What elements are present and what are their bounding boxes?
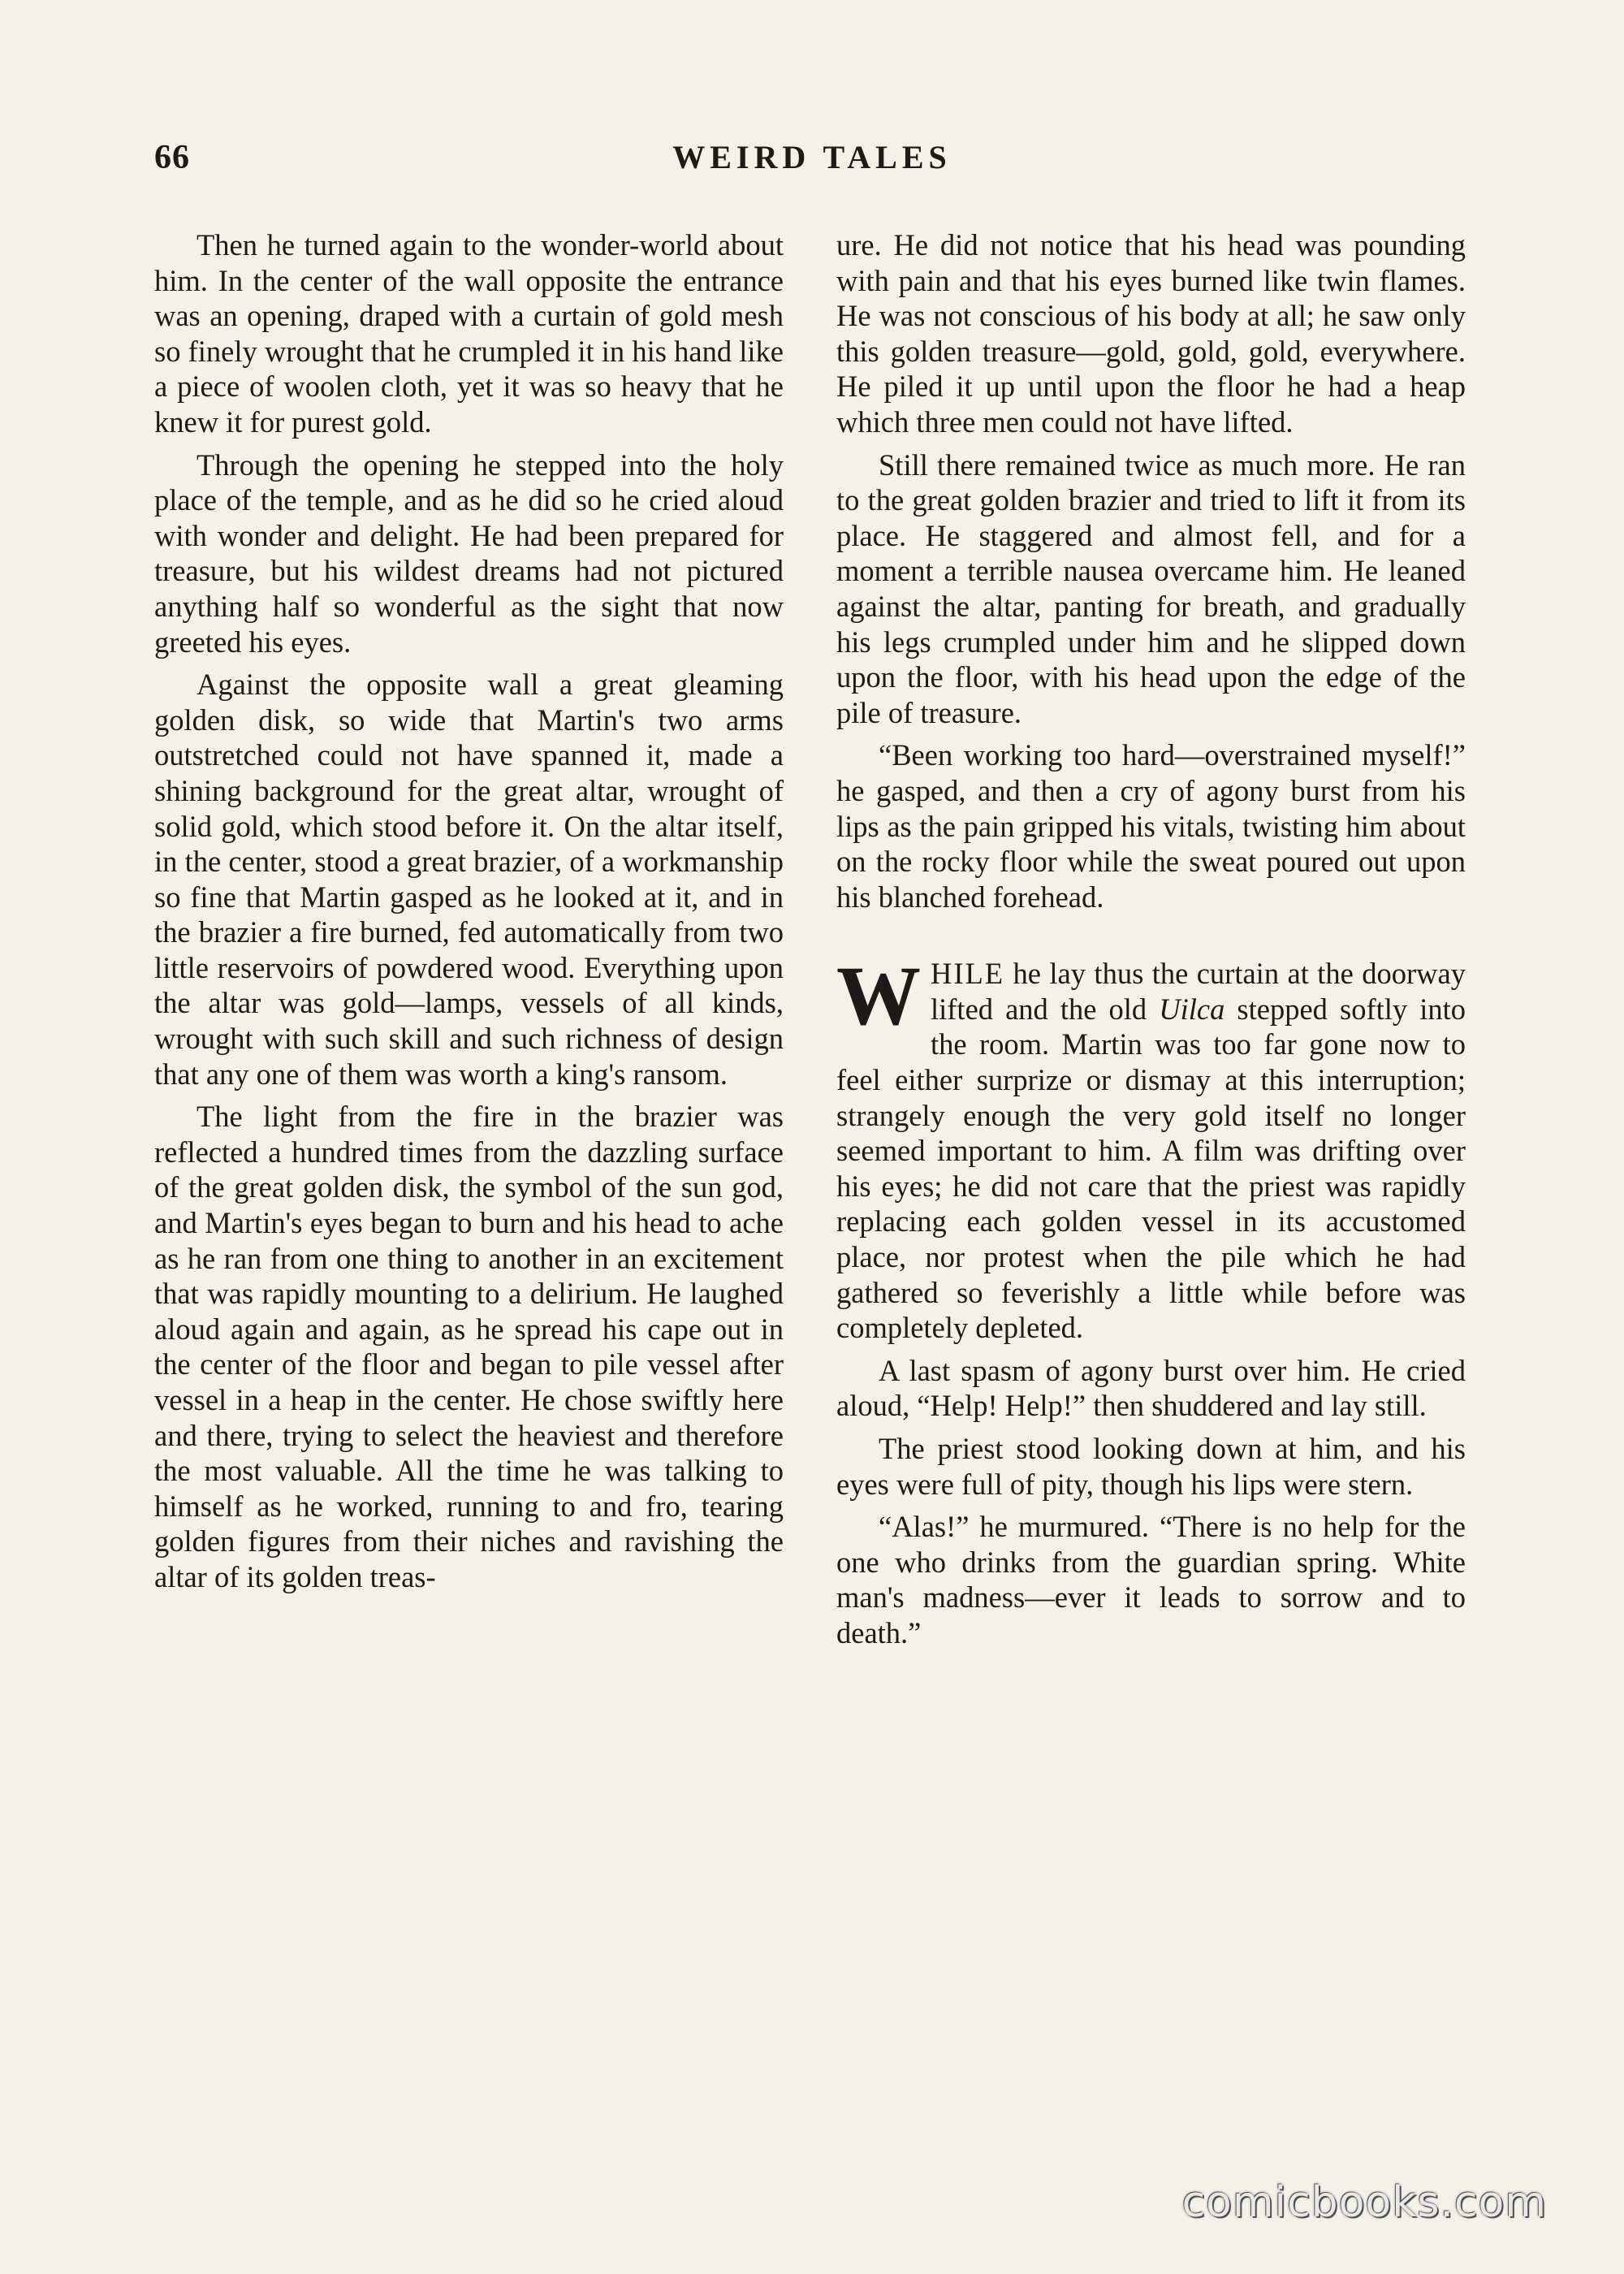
text-run: stepped softly into the room. Martin was too far gone now to feel either surprize or dismay at this interruption; strangely enough the very gold itself no longer seemed important to him. A film was drifting over his eyes; he did not care that the priest was rapidly replacing each golden vessel in its accustomed place, nor protest when the pile which he had gathered so feverishly a little while before was completely depleted. (836, 992, 1466, 1345)
paragraph: Still there remained twice as much more. He ran to the great golden brazier and tried to lift it from its place. He staggered and almost fell, and for a moment a terrible nausea overcame him. He leaned against the altar, panting for breath, and gradually his legs crumpled under him and he slipped down upon the floor, with his head upon the edge of the pile of treasure. (836, 447, 1466, 729)
italic-name: Uilca (1159, 992, 1225, 1026)
paragraph: “Alas!” he murmured. “There is no help for the one who drinks from the guardian spring. White man's madness—ever it leads to sorrow and to death.” (836, 1510, 1466, 1649)
paragraph: Through the opening he stepped into the holy place of the temple, and as he did so he cried aloud with wonder and delight. He had been prepared for treasure, but his wildest dreams had not pictured anything half so wonderful as the sight that now greeted his eyes. (154, 447, 784, 659)
text-run: he lay thus the curtain at the doorway lifted and the old (931, 957, 1466, 1026)
section-break (836, 922, 1466, 956)
paragraph-continued: ure. He did not notice that his head was pounding with pain and that his eyes burned like twin flames. He was not conscious of his body at all; he saw only this golden treasure—gold, gold, gold, everywhere. He piled it up until upon the floor he had a heap which three men could not have lifted. (836, 228, 1466, 439)
left-column (154, 227, 784, 1602)
dropcap-paragraph (836, 949, 1466, 1346)
paragraph: Against the opposite wall a great gleaming golden disk, so wide that Martin's two arms outstretched could not have spanned it, made a shining background for the great altar, wrought of solid gold, which stood before it. On the altar itself, in the center, stood a great brazier, of a workmanship so fine that Martin gasped as he looked at it, and in the brazier a fire burned, fed automatically from two little reservoirs of powdered wood. Everything upon the altar was gold—lamps, vessels of all kinds, wrought with such skill and such richness of design that any one of them was worth a king's ransom. (154, 668, 784, 1091)
paragraph: A last spasm of agony burst over him. He cried aloud, “Help! Help!” then shuddered and lay still. (836, 1353, 1466, 1423)
small-caps-lead: HILE (931, 957, 1005, 991)
watermark: comicbooks.com (1181, 2178, 1547, 2227)
page-header (154, 138, 1470, 187)
running-head: WEIRD TALES (672, 139, 952, 175)
paragraph: Then he turned again to the wonder-world about him. In the center of the wall opposite the entrance was an opening, draped with a curtain of gold mesh so finely wrought that he crumpled it in his hand like a piece of woolen cloth, yet it was so heavy that he knew it for purest gold. (154, 228, 784, 439)
paragraph: “Been working too hard—overstrained myself!” he gasped, and then a cry of agony burst from his lips as the pain gripped his vitals, twisting him about on the rocky floor while the sweat poured out upon his blanched forehead. (836, 738, 1466, 914)
page-number: 66 (154, 139, 190, 176)
paragraph: The priest stood looking down at him, and his eyes were full of pity, though his lips were stern. (836, 1432, 1466, 1501)
right-column (836, 227, 1466, 1658)
drop-cap: W (836, 949, 921, 1044)
paragraph: The light from the fire in the brazier was reflected a hundred times from the dazzling surface of the great golden disk, the symbol of the sun god, and Martin's eyes began to burn and his head to ache as he ran from one thing to another in an excitement that was rapidly mounting to a delirium. He laughed aloud again and again, as he spread his cape out in the center of the floor and began to pile vessel after vessel in a heap in the center. He chose swiftly here and there, trying to select the heaviest and therefore the most valuable. All the time he was talking to himself as he worked, running to and fro, tearing golden figures from their niches and ravishing the altar of its golden treas- (154, 1100, 784, 1593)
